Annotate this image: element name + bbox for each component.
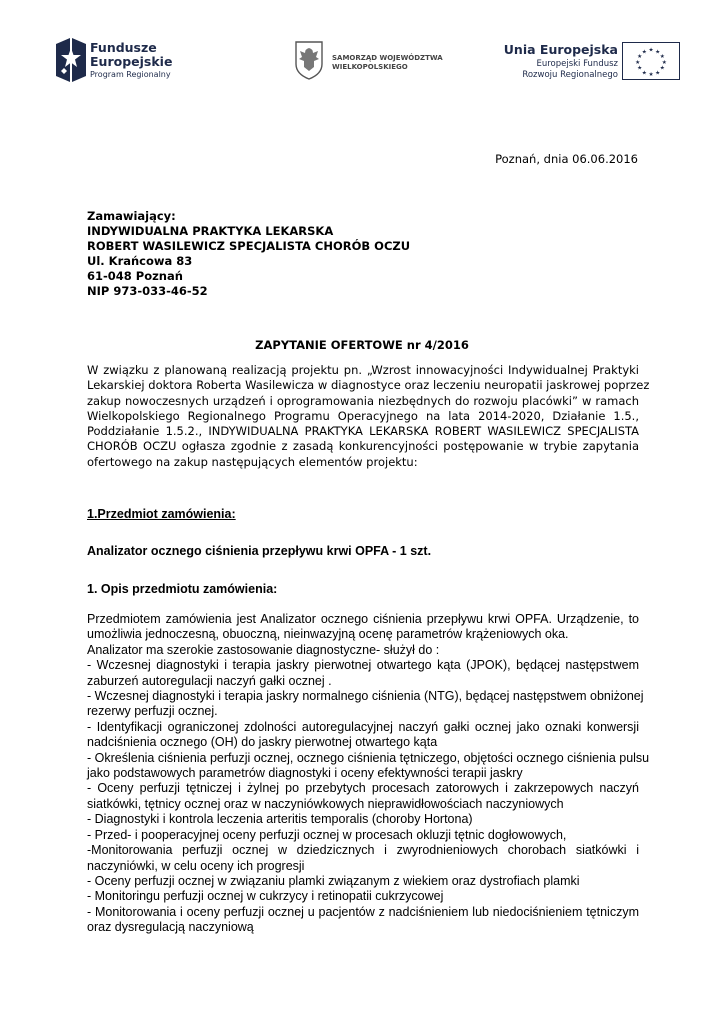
description-line: - Diagnostyki i kontrola leczenia arteritis temporalis (choroby Hortona) <box>87 812 473 827</box>
intro-line: ofertowego na zakup następujących elementów projektu: <box>87 454 418 469</box>
description-line: -Monitorowania perfuzji ocznej w dziedzicznych i zwyrodnieniowych chorobach siatkówki i <box>87 843 639 858</box>
description-line: jako podstawowych parametrów diagnostyki i oceny efektywności terapii jaskry <box>87 766 523 781</box>
description-body <box>87 612 650 936</box>
svg-text:★: ★ <box>641 49 647 56</box>
fe-logo-line2: Europejskie <box>90 54 173 69</box>
fe-logo-line1: Fundusze <box>90 40 157 55</box>
document-title: ZAPYTANIE OFERTOWE nr 4/2016 <box>255 338 469 352</box>
svg-text:★: ★ <box>661 59 667 66</box>
svg-text:★: ★ <box>648 47 654 54</box>
description-line: - Określenia ciśnienia perfuzji ocznej, ocznego ciśnienia tętniczego, objętości ocznego ciśnienia pulsu <box>87 750 650 765</box>
description-line: - Oceny perfuzji tętniczej i żylnej po przebytych procesach zatorowych i zakrzepowych naczyń <box>87 781 639 796</box>
document-date: Poznań, dnia 06.06.2016 <box>495 152 638 166</box>
fe-logo-line3: Program Regionalny <box>90 70 171 79</box>
intro-line: zakup nowoczesnych urządzeń i oprogramowania niezbędnych do rozwoju placówki” w ramach <box>87 393 639 408</box>
eu-flag-icon <box>622 42 680 80</box>
svg-text:★: ★ <box>648 72 654 79</box>
description-line: naczyniówki, w celu oceny ich progresji <box>87 858 305 873</box>
description-line: - Wczesnej diagnostyki i terapia jaskry pierwotnej otwartego kąta (JPOK), będącej następstwem <box>87 658 639 673</box>
intro-line: W związku z planowaną realizacją projektu pn. „Wzrost innowacyjności Indywidualnej Praktyki <box>87 363 639 377</box>
description-line: umożliwia jednoczesną, obuoczną, nieinwazyjną ocenę parametrów krążeniowych oka. <box>87 627 569 642</box>
sw-logo-line1: SAMORZĄD WOJEWÓDZTWA <box>332 54 443 62</box>
svg-text:★: ★ <box>637 65 643 72</box>
description-line: Analizator ma szerokie zastosowanie diagnostyczne- służył do : <box>87 642 440 657</box>
description-line: - Oceny perfuzji ocznej w związaniu plamki związanym z wiekiem oraz dystrofiach plamki <box>87 873 580 888</box>
intro-line: CHORÓB OCZU ogłasza zgodnie z zasadą konkurencyjności postępowanie w trybie zapytania <box>87 439 639 454</box>
zamawiajacy-name-line2: ROBERT WASILEWICZ SPECJALISTA CHORÓB OCZU <box>87 239 411 253</box>
intro-line: Lekarskiej doktora Roberta Wasilewicza w diagnostyce oraz leczeniu neuropatii jaskrowej poprzez <box>87 378 650 393</box>
description-line: rezerwy perfuzji ocznej. <box>87 704 218 719</box>
description-line: - Monitorowania i oceny perfuzji ocznej u pacjentów z nadciśnieniem lub niedociśnieniem tętniczym <box>87 904 639 919</box>
zamawiajacy-city: 61-048 Poznań <box>87 269 183 283</box>
sw-logo-line2: WIELKOPOLSKIEGO <box>332 63 408 71</box>
svg-text:★: ★ <box>635 59 641 66</box>
description-line: - Wczesnej diagnostyki i terapia jaskry normalnego ciśnienia (NTG), będącej następstwem obniżonej <box>87 689 644 704</box>
page-header <box>0 0 724 100</box>
description-line: zaburzeń autoregulacji naczyń gałki ocznej . <box>87 673 332 688</box>
eagle-crest-icon <box>294 40 324 80</box>
description-line: nadciśnienia ocznego (OH) do jaskry pierwotnej otwartego kąta <box>87 735 438 750</box>
unia-europejska-logo <box>500 40 680 88</box>
description-line: - Przed- i pooperacyjnej oceny perfuzji ocznej w procesach okluzji tętnic dogłowowych, <box>87 827 567 842</box>
svg-text:★: ★ <box>641 70 647 77</box>
intro-paragraph <box>87 363 650 470</box>
section-heading-przedmiot: 1.Przedmiot zamówienia: <box>87 507 236 521</box>
ue-logo-line1: Unia Europejska <box>503 42 618 57</box>
intro-line: Poddziałanie 1.5.2., INDYWIDUALNA PRAKTYKA LEKARSKA ROBERT WASILEWICZ SPECJALISTA <box>87 424 639 439</box>
subject-heading: Analizator ocznego ciśnienia przepływu krwi OPFA - 1 szt. <box>87 544 432 558</box>
zamawiajacy-label: Zamawiający: <box>87 209 176 223</box>
zamawiajacy-name-line1: INDYWIDUALNA PRAKTYKA LEKARSKA <box>87 224 334 238</box>
svg-text:★: ★ <box>659 65 665 72</box>
description-line: siatkówki, tętnicy ocznej oraz w naczyniówkowych nieprawidłowościach naczyniowych <box>87 796 564 811</box>
svg-text:★: ★ <box>637 54 643 61</box>
zamawiajacy-nip: NIP 973-033-46-52 <box>87 284 208 298</box>
description-line: oraz dysregulacją naczyniową <box>87 920 254 935</box>
ue-logo-line2: Europejski Fundusz <box>536 59 618 69</box>
description-line: - Monitoringu perfuzji ocznej w cukrzycy i retinopatii cukrzycowej <box>87 889 444 904</box>
opis-heading: 1. Opis przedmiotu zamówienia: <box>87 582 278 596</box>
intro-line: Wielkopolskiego Regionalnego Programu Operacyjnego na lata 2014-2020, Działanie 1.5., <box>87 408 639 423</box>
svg-text:★: ★ <box>655 70 661 77</box>
star-flag-icon <box>56 38 86 82</box>
svg-text:★: ★ <box>659 54 665 61</box>
svg-text:★: ★ <box>655 49 661 56</box>
fundusze-europejskie-logo <box>56 38 186 84</box>
ue-logo-line3: Rozwoju Regionalnego <box>522 70 618 80</box>
zamawiajacy-street: Ul. Krańcowa 83 <box>87 254 193 268</box>
description-line: - Identyfikacji ograniczonej zdolności autoregulacyjnej naczyń gałki ocznej jako oznaki konwersji <box>87 719 639 734</box>
samorzad-logo <box>294 40 444 84</box>
description-line: Przedmiotem zamówienia jest Analizator ocznego ciśnienia przepływu krwi OPFA. Urządzenie, to <box>87 612 639 626</box>
